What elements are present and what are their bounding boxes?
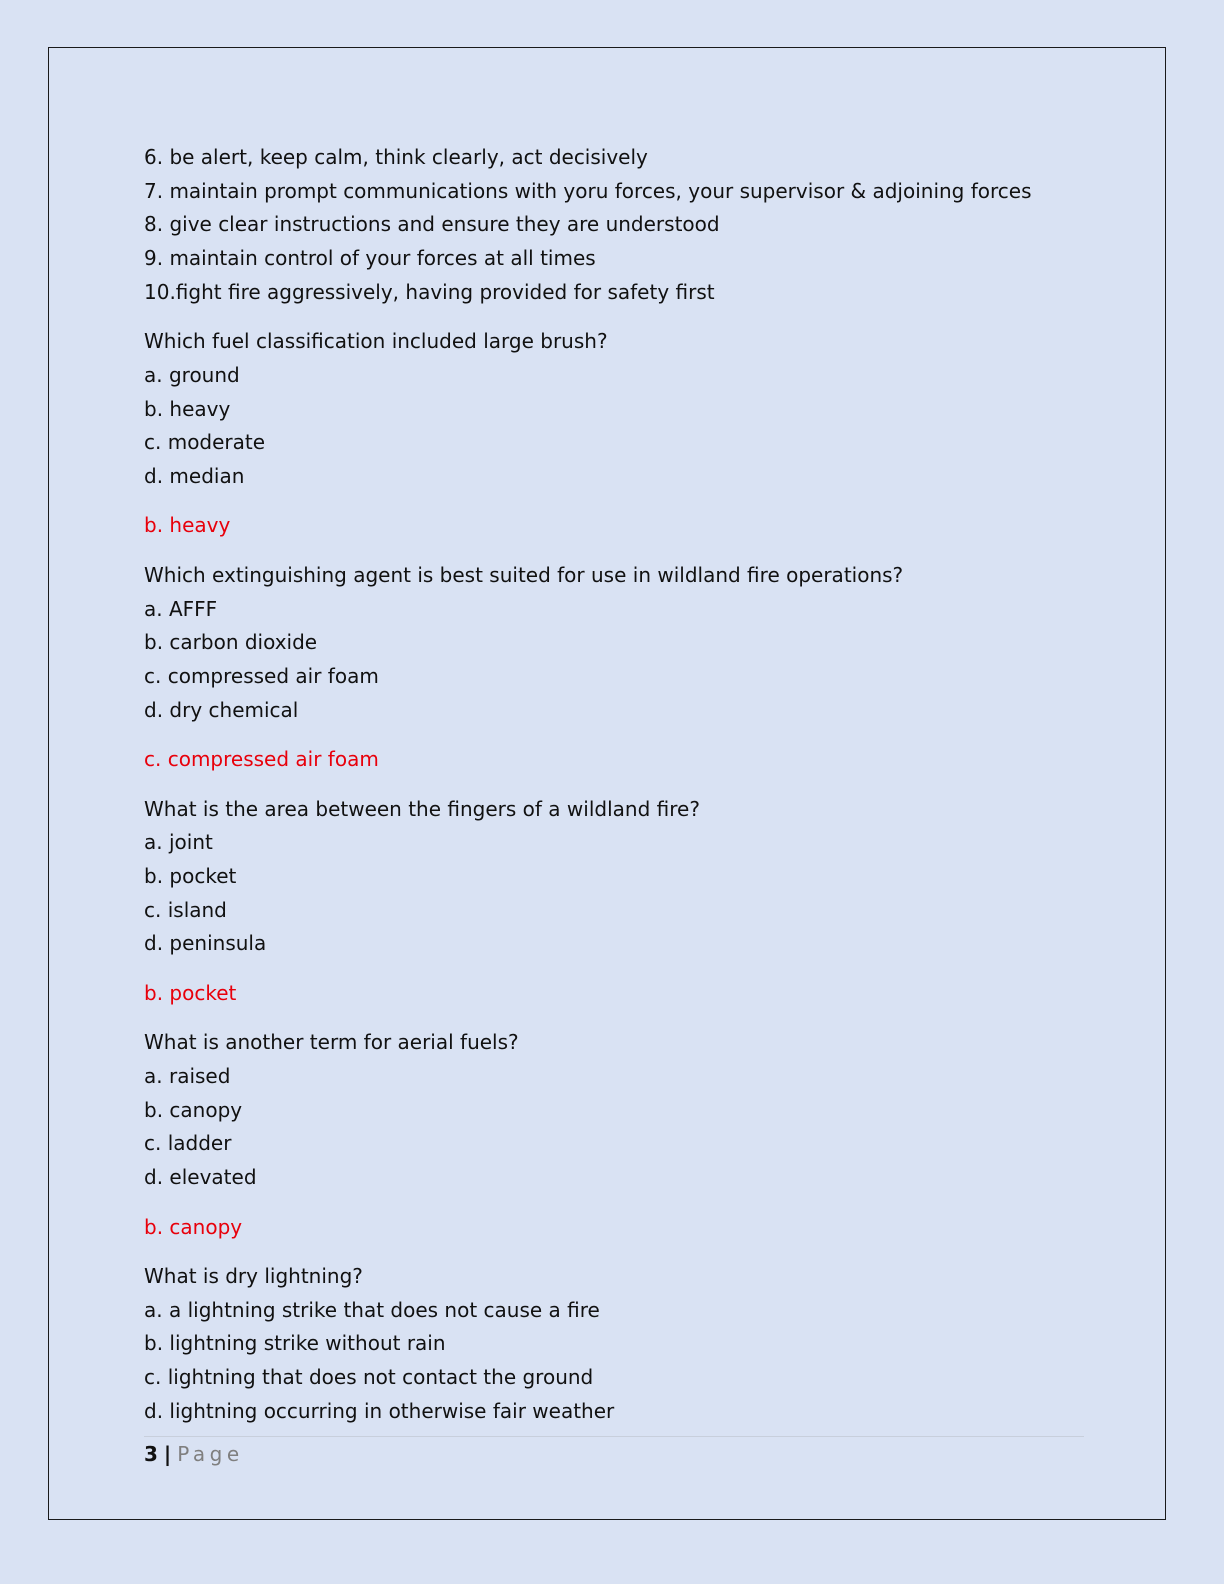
answer-text: b. pocket bbox=[144, 980, 237, 1005]
option: d. peninsula bbox=[144, 931, 267, 956]
option: a. ground bbox=[144, 362, 240, 387]
option: d. elevated bbox=[144, 1165, 257, 1190]
document-body bbox=[144, 141, 1084, 1444]
option: d. median bbox=[144, 463, 245, 488]
option: d. dry chemical bbox=[144, 697, 299, 722]
option: c. moderate bbox=[144, 430, 266, 455]
option: b. heavy bbox=[144, 396, 231, 421]
question-block bbox=[144, 793, 1084, 961]
option: c. island bbox=[144, 897, 227, 922]
footer-divider bbox=[144, 1436, 1084, 1437]
question-text: Which extinguishing agent is best suited for use in wildland fire operations? bbox=[144, 562, 904, 587]
question-block bbox=[144, 1260, 1084, 1428]
page-label: Page bbox=[177, 1442, 244, 1466]
question-block bbox=[144, 559, 1084, 727]
option: a. joint bbox=[144, 830, 213, 855]
page-footer bbox=[144, 1440, 244, 1468]
question-block bbox=[144, 1026, 1084, 1194]
list-item: 10.fight fire aggressively, having provided for safety first bbox=[144, 279, 715, 304]
option: a. AFFF bbox=[144, 596, 218, 621]
option: a. a lightning strike that does not cause a fire bbox=[144, 1297, 600, 1322]
answer-text: b. canopy bbox=[144, 1214, 243, 1239]
question-text: What is another term for aerial fuels? bbox=[144, 1030, 519, 1055]
option: b. canopy bbox=[144, 1097, 243, 1122]
list-item: 6. be alert, keep calm, think clearly, act decisively bbox=[144, 145, 648, 169]
list-item: 7. maintain prompt communications with yoru forces, your supervisor & adjoining forces bbox=[144, 178, 1032, 203]
option: a. raised bbox=[144, 1064, 231, 1089]
question-block bbox=[144, 325, 1084, 493]
option: b. pocket bbox=[144, 864, 237, 889]
option: b. lightning strike without rain bbox=[144, 1331, 446, 1356]
question-text: Which fuel classification included large brush? bbox=[144, 329, 608, 354]
option: b. carbon dioxide bbox=[144, 630, 318, 655]
option: c. lightning that does not contact the ground bbox=[144, 1365, 594, 1390]
answer-text: c. compressed air foam bbox=[144, 747, 379, 772]
footer-separator: | bbox=[163, 1442, 172, 1466]
list-item: 9. maintain control of your forces at all times bbox=[144, 246, 596, 271]
rules-list bbox=[144, 141, 1084, 309]
list-item: 8. give clear instructions and ensure they are understood bbox=[144, 212, 720, 237]
question-text: What is dry lightning? bbox=[144, 1264, 363, 1289]
option: d. lightning occurring in otherwise fair weather bbox=[144, 1398, 615, 1423]
option: c. compressed air foam bbox=[144, 664, 379, 689]
option: c. ladder bbox=[144, 1131, 232, 1156]
question-text: What is the area between the fingers of a wildland fire? bbox=[144, 796, 700, 821]
answer-text: b. heavy bbox=[144, 513, 231, 538]
page-number: 3 bbox=[144, 1442, 158, 1466]
